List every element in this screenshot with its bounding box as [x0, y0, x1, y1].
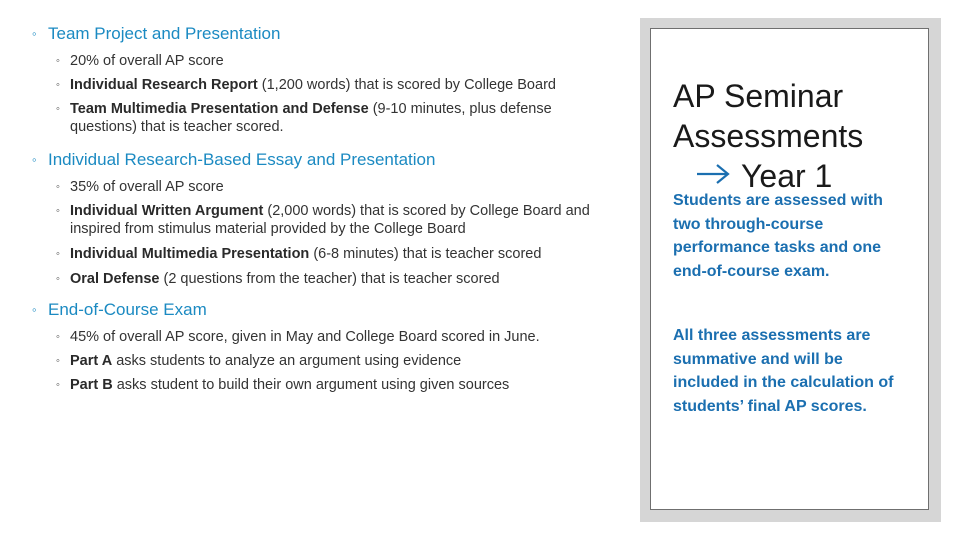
list-item: ◦ Individual Multimedia Presentation (6-8 minutes) that is teacher scored [56, 246, 542, 262]
bullet-icon: ◦ [56, 103, 60, 115]
bullet-icon: ◦ [56, 248, 60, 260]
bullet-icon: ◦ [56, 331, 60, 343]
list-item: ◦ Team Multimedia Presentation and Defense (9-10 minutes, plus defense questions) that is teacher scored. [56, 101, 552, 135]
right-arrow-icon [695, 163, 731, 185]
list-item: ◦ Part A asks students to analyze an argument using evidence [56, 353, 462, 369]
panel-paragraph: Students are assessed with two through-course performance tasks and one end-of-course exam. [673, 192, 883, 280]
list-item: ◦ Part B asks student to build their own argument using given sources [56, 377, 510, 393]
bullet-icon: ◦ [56, 273, 60, 285]
list-item: ◦ 35% of overall AP score [56, 179, 224, 195]
panel-paragraph: All three assessments are summative and will be included in the calculation of students’ final AP scores. [673, 327, 894, 415]
bullet-icon: ◦ [32, 152, 37, 167]
bullet-icon: ◦ [56, 379, 60, 391]
list-item: ◦ Individual Research Report (1,200 words) that is scored by College Board [56, 77, 556, 93]
bullet-icon: ◦ [56, 181, 60, 193]
list-item: ◦ 45% of overall AP score, given in May and College Board scored in June. [56, 329, 540, 345]
bullet-icon: ◦ [56, 55, 60, 67]
section-heading: ◦ Team Project and Presentation [32, 24, 281, 43]
bullet-icon: ◦ [32, 26, 37, 41]
section-heading: ◦ End-of-Course Exam [32, 300, 207, 319]
list-item: ◦ Individual Written Argument (2,000 words) that is scored by College Board and inspired from stimulus material provided by the College Board [56, 203, 590, 237]
list-item: ◦ Oral Defense (2 questions from the teacher) that is teacher scored [56, 271, 500, 287]
bullet-icon: ◦ [56, 79, 60, 91]
section-heading: ◦ Individual Research-Based Essay and Presentation [32, 150, 436, 169]
list-item: ◦ 20% of overall AP score [56, 53, 224, 69]
bullet-icon: ◦ [32, 302, 37, 317]
panel-title: AP Seminar Assessments Year 1 [673, 78, 864, 194]
side-panel [640, 18, 941, 522]
bullet-icon: ◦ [56, 205, 60, 217]
bullet-icon: ◦ [56, 355, 60, 367]
